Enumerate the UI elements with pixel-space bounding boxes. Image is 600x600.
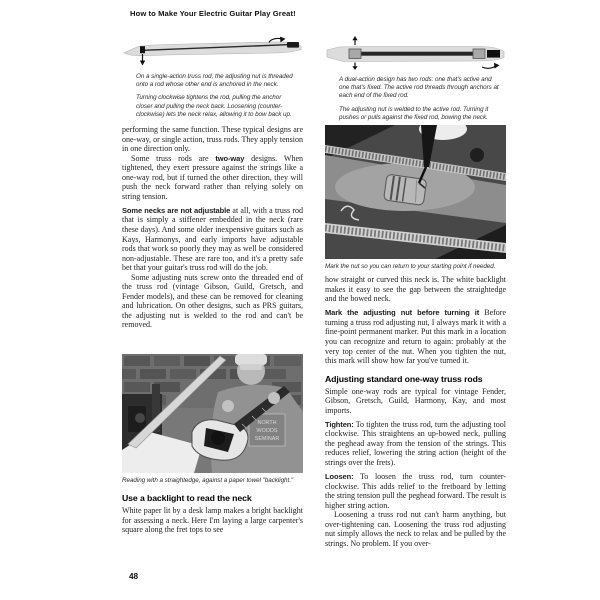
paragraph (122, 206, 303, 273)
diagram-caption: Turning clockwise tightens the rod, pulling the anchor closer and pulling the neck back. Loosening (counter-clockwise) lets the neck relax, allowing it to bow back up. (136, 94, 292, 118)
paragraph (325, 387, 506, 416)
active-rod (357, 52, 479, 56)
nut-marking-photo (325, 125, 506, 259)
dual-action-rod-diagram (325, 36, 506, 70)
right-column (325, 36, 506, 548)
right-column-text (325, 275, 506, 365)
nut-marking-photo-figure (325, 125, 506, 271)
adjusting-nut (287, 42, 299, 48)
paragraph (325, 275, 506, 304)
single-action-rod-figure (122, 36, 303, 119)
screw-hole (470, 148, 484, 162)
paragraph-text: designs. When tightened, they exert pressure against the strings like a one-way rod, but if turned the other direction, they will push the neck forward rather than relying solely on string tension. (122, 153, 303, 201)
adjusting-nut (487, 50, 500, 58)
clockwise-arrow-icon (482, 63, 500, 69)
right-column-text-2 (325, 387, 506, 549)
backlight-photo (122, 354, 303, 473)
clockwise-arrow-icon (269, 37, 286, 43)
paragraph-text: performing the same function. These typical designs are one-way, or single action, truss rods. They apply tension in one direction only. (122, 125, 303, 154)
photo-caption: Mark the nut so you can return to your starting point if needed. (325, 263, 496, 271)
up-arrow-icon (352, 36, 357, 45)
shirt-text-line: WOODS (256, 428, 278, 434)
rod-anchor-right (473, 49, 485, 59)
paragraph-text: White paper lit by a desk lamp makes a bright backlight for assessing a neck. Here I'm laying a large carpenter's square along the fret tops to see (122, 506, 303, 535)
down-arrow-icon (352, 63, 357, 71)
paragraph (325, 420, 506, 468)
rod-anchor-left (349, 49, 361, 59)
dual-action-rod-figure (325, 36, 506, 122)
paragraph-text: To tighten the truss rod, turn the adjusting tool clockwise. This straightens an up-bowed neck, pulling the peghead away from the tension of the strings. This reduces relief, lowering the string action (height of the strings over the frets). (325, 419, 506, 467)
paragraph (122, 125, 303, 154)
left-column (122, 36, 303, 548)
paragraph (122, 154, 303, 202)
run-in-head: Tighten: (325, 419, 354, 429)
bold-term: two-way (215, 153, 245, 163)
paragraph-text: Loosening a truss rod nut can't harm anything, but over-tightening can. Loosening the truss rod adjusting nut simply allows the neck to relax and be pulled by the strings. No problem. If you over- (325, 510, 506, 548)
paragraph-text: Some adjusting nuts screw onto the threaded end of the truss rod (vintage Gibson, Guild, Gretsch, and Fender models), and these can be removed for cleaning and lubrication. On other designs, such as PRS guitars, the adjusting nut is welded to the rod and can't be removed. (122, 272, 303, 330)
left-column-text (122, 125, 303, 330)
single-action-rod-diagram (122, 36, 303, 67)
run-in-head: Loosen: (325, 472, 354, 482)
dual-action-captions (339, 76, 502, 122)
section-heading: Adjusting standard one-way truss rods (325, 373, 483, 384)
paragraph-text: how straight or curved this neck is. The white backlight makes it easy to see the gap between the straightedge and the bowed neck. (325, 275, 506, 304)
paragraph (325, 472, 506, 510)
running-head: How to Make Your Electric Guitar Play Great! (130, 9, 296, 18)
diagram-caption: The adjusting nut is welded to the active rod. Turning it pushes or pulls against the fixed rod, bowing the neck. (339, 105, 489, 121)
hand (222, 400, 234, 412)
paragraph-text: Before turning a truss rod adjusting nut, I always mark it with a fine-point permanent marker. Put this mark in a location you can recognize and return to again: probably at the very top center of the nut. When you tighten the nut, this mark will show how far you've turned it. (325, 308, 506, 366)
shirt-text-line: NORTH (257, 420, 277, 426)
rod-anchor (140, 46, 145, 53)
backlight-photo-figure (122, 354, 303, 485)
paragraph (325, 308, 506, 365)
paragraph (122, 506, 303, 535)
neck-silhouette (124, 42, 301, 56)
run-in-head: Some necks are not adjustable (122, 205, 231, 215)
diagram-caption: A dual-action design has two rods: one that's active and one that's fixed. The active rod threads through anchors at each end of the fixed rod. (339, 76, 499, 100)
two-column-layout (122, 36, 506, 548)
paragraph-text: at all, with a truss rod that is simply a stiffener embedded in the neck (rare these days). And some older inexpensive guitars such as Kays, Harmonys, and early imports have adjustable rods that work so poorly they may as well be considered non-adjustable. These are rare too, and it's a pretty safe bet that your guitar's truss rod will do the job. (122, 205, 303, 273)
diagram-caption: On a single-action truss rod, the adjusting nut is threaded onto a rod whose other end is anchored in the neck. (136, 73, 293, 89)
hand (268, 392, 280, 404)
paragraph (325, 510, 506, 548)
paragraph-text: To loosen the truss rod, turn counter-clockwise. This adds relief to the fretboard by letting the string tension pull the peghead forward. The result is higher string action. (325, 472, 506, 510)
single-action-captions (136, 73, 299, 119)
page-number: 48 (129, 572, 139, 581)
shirt-text-line: SEMINAR (254, 436, 280, 442)
paragraph-text: Some truss rods are (131, 153, 216, 163)
paragraph-text: Simple one-way rods are typical for vintage Fender, Gibson, Gretsch, Guild, Harmony, Kay, and most imports. (325, 386, 506, 415)
magnifier-visor (235, 354, 267, 365)
paragraph (122, 273, 303, 330)
pickup (211, 431, 225, 445)
run-in-head: Mark the adjusting nut before turning it (325, 308, 480, 318)
left-column-text-2 (122, 506, 303, 535)
section-heading: Use a backlight to read the neck (122, 493, 252, 504)
photo-caption: Reading with a straightedge, against a paper towel "backlight." (122, 477, 294, 484)
